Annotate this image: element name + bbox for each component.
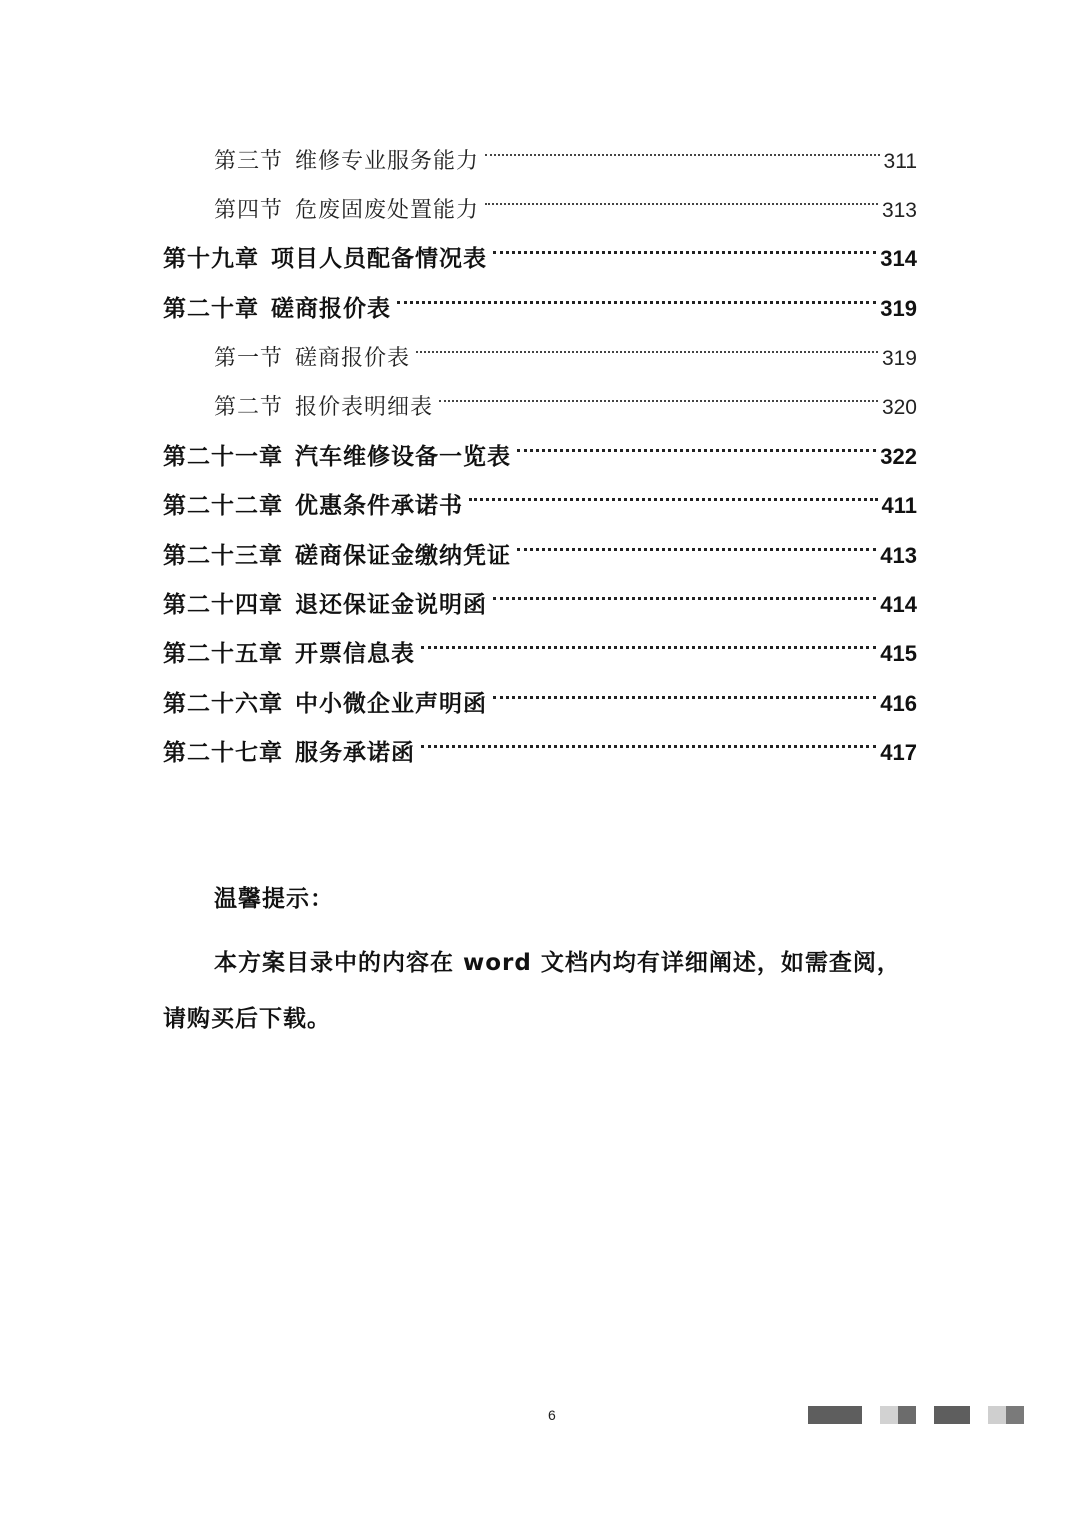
toc-entry[interactable] (163, 523, 917, 569)
toc-entry-title: 服务承诺函 (295, 740, 415, 766)
toc-entry-label (214, 191, 479, 231)
toc-entry-title: 危废固废处置能力 (295, 198, 480, 223)
toc-entry-page: 416 (880, 691, 917, 716)
toc-entry-number: 第三节 (214, 149, 284, 174)
toc-leader-dots (517, 424, 876, 464)
toc-entry[interactable] (214, 177, 917, 223)
tip-body: 本方案目录中的内容在 word 文档内均有详细阐述，如需查阅，请购买后下载。 (163, 950, 901, 1032)
toc-entry[interactable] (163, 671, 917, 717)
toc-leader-dots (485, 177, 878, 217)
watermark-block (898, 1406, 916, 1424)
toc-entry-page: 313 (881, 199, 917, 222)
tip-title: 温馨提示： (214, 886, 334, 912)
toc-entry-number: 第一节 (214, 346, 284, 371)
toc-entry-number: 第二十四章 (163, 592, 283, 618)
toc-entry-page: 320 (881, 396, 917, 419)
toc-leader-dots (416, 325, 878, 365)
watermark-block (1006, 1406, 1024, 1424)
toc-entry-number: 第二十二章 (163, 493, 283, 519)
toc-entry-label (214, 142, 479, 182)
toc-leader-dots (397, 276, 876, 316)
toc-leader-dots (469, 473, 878, 513)
toc-entry-label (163, 289, 391, 329)
toc-entry-label (163, 536, 511, 576)
toc-entry[interactable] (163, 473, 917, 519)
toc-entry-page: 411 (881, 493, 917, 518)
toc-entry-page: 319 (881, 347, 917, 370)
toc-entry-title: 汽车维修设备一览表 (295, 444, 511, 470)
toc-leader-dots (493, 226, 876, 266)
watermark-block (934, 1406, 970, 1424)
toc-entry-label (163, 634, 415, 674)
toc-entry-title: 开票信息表 (295, 641, 415, 667)
toc-entry-number: 第二十章 (163, 296, 259, 322)
toc-entry-label (214, 388, 433, 428)
toc-entry-number: 第二节 (214, 395, 284, 420)
toc-entry-label (163, 239, 487, 279)
toc-entry-title: 维修专业服务能力 (295, 149, 480, 174)
toc-leader-dots (421, 720, 876, 760)
watermark-block (880, 1406, 898, 1424)
toc-entry-page: 314 (880, 246, 917, 271)
toc-leader-dots (439, 374, 878, 414)
toc-entry-title: 退还保证金说明函 (295, 592, 487, 618)
toc-entry-title: 报价表明细表 (295, 395, 434, 420)
toc-entry[interactable] (163, 424, 917, 470)
toc-entry-title: 磋商报价表 (295, 346, 411, 371)
toc-entry-page: 415 (880, 641, 917, 666)
toc-entry[interactable] (163, 572, 917, 618)
toc-entry-page: 414 (880, 592, 917, 617)
toc-entry[interactable] (163, 276, 917, 322)
toc-entry-number: 第二十三章 (163, 543, 283, 569)
toc-entry[interactable] (214, 374, 917, 420)
toc-entry-label (163, 684, 487, 724)
toc-entry[interactable] (163, 720, 917, 766)
toc-entry[interactable] (163, 621, 917, 667)
toc-entry-title: 项目人员配备情况表 (271, 246, 487, 272)
toc-leader-dots (493, 671, 876, 711)
toc-entry-label (163, 585, 487, 625)
toc-entry-page: 319 (880, 296, 917, 321)
toc-entry-label (163, 733, 415, 773)
toc-entry-number: 第十九章 (163, 246, 259, 272)
toc-leader-dots (493, 572, 876, 612)
toc-entry[interactable] (214, 325, 917, 371)
toc-entry-page: 413 (880, 543, 917, 568)
toc-entry-page: 322 (880, 444, 917, 469)
toc-entry-title: 磋商报价表 (271, 296, 391, 322)
toc-entry-label (163, 486, 463, 526)
toc-entry-number: 第二十七章 (163, 740, 283, 766)
toc-leader-dots (485, 128, 879, 168)
toc-entry-label (214, 339, 410, 379)
toc-entry-number: 第二十六章 (163, 691, 283, 717)
toc-entry[interactable] (163, 226, 917, 272)
toc-entry-page: 311 (883, 150, 917, 173)
watermark-block (988, 1406, 1006, 1424)
toc-entry-number: 第二十一章 (163, 444, 283, 470)
toc-entry-title: 中小微企业声明函 (295, 691, 487, 717)
toc-leader-dots (421, 621, 876, 661)
toc-entry-number: 第二十五章 (163, 641, 283, 667)
toc-entry-title: 磋商保证金缴纳凭证 (295, 543, 511, 569)
watermark-block (808, 1406, 862, 1424)
page-number: 6 (548, 1407, 556, 1423)
toc-leader-dots (517, 523, 876, 563)
toc-entry-page: 417 (880, 740, 917, 765)
toc-entry-label (163, 437, 511, 477)
toc-entry[interactable] (214, 128, 917, 174)
toc-entry-title: 优惠条件承诺书 (295, 493, 463, 519)
toc-entry-number: 第四节 (214, 198, 284, 223)
